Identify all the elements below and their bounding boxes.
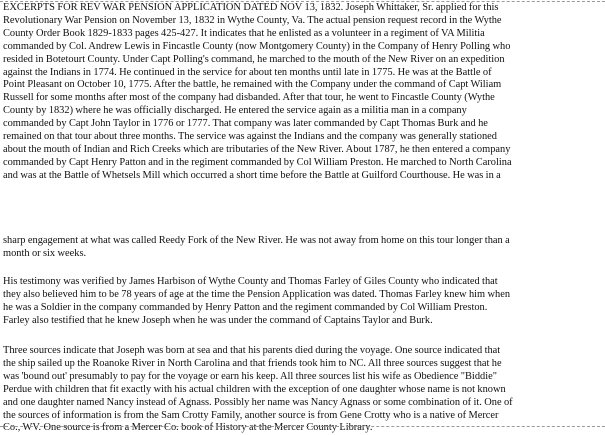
testimony-paragraph <box>3 276 601 328</box>
text-line: commanded by Capt John Taylor in 1776 or 1777. That company was later commanded by Capt Thomas Burk and he <box>3 118 488 130</box>
text-line: they also believed him to be 78 years of age at the time the Pension Application was dated. Thomas Farley knew him when <box>3 288 511 300</box>
text-line: the ship sailed up the Roanoke River in North Carolina and that friends took him to NC. All three sources suggest that he <box>3 357 502 369</box>
text-line: Perdue with children that fit exactly with his actual children with the exception of one daughter whose name is not known <box>3 383 506 395</box>
pension-excerpt-paragraph <box>3 2 601 183</box>
text-line: and one daughter named Nancy instead of Agnass. Possibly her name was Nancy Agnass or some combination of it. One of <box>3 396 513 408</box>
text-line: resided in Botetourt County. Under Capt Polling's command, he marched to the mouth of the New River on an expedition <box>3 53 505 65</box>
text-line: Farley also testified that he knew Joseph when he was under the command of Captains Taylor and Burk. <box>3 314 433 326</box>
text-line: was 'bound out' presumably to pay for the voyage or earn his keep. All three sources list his wife as Obedience "Biddie" <box>3 370 497 382</box>
text-line: the sources of information is from the Sam Crotty Family, another source is from Gene Crotty who is a native of Mercer <box>3 409 499 421</box>
text-line: and was at the Battle of Whetsels Mill which occurred a short time before the Battle at Guilford Courthouse. He was in a <box>3 169 501 181</box>
text-line: month or six weeks. <box>3 247 87 259</box>
text-line: sharp engagement at what was called Reedy Fork of the New River. He was not away from home on this tour longer than a <box>3 235 510 246</box>
text-line: about the mouth of Indian and Rich Creeks which are tributaries of the New River. About 1787, he then entered a company <box>3 143 511 155</box>
sources-paragraph <box>3 345 601 435</box>
text-line: Point Pleasant on October 10, 1775. After the battle, he remained with the Company under the command of Capt Wiliam <box>3 79 502 91</box>
text-line: Russell for some months after most of the company had disbanded. After that tour, he went to Fincastle County (Wythe <box>3 92 495 104</box>
text-line: commanded by Col. Andrew Lewis in Fincastle County (now Montgomery County) in the Company of Henry Polling who <box>3 40 511 52</box>
text-line: against the Indians in 1774. He continued in the service for about ten months until late in 1775. He was at the Battle of <box>3 66 492 78</box>
reedy-fork-paragraph <box>3 235 601 261</box>
text-line: Three sources indicate that Joseph was born at sea and that his parents died during the voyage. One source indicated that <box>3 345 501 356</box>
text-line: EXCERPTS FOR REV WAR PENSION APPLICATION DATED NOV 13, 1832. Joseph Whittaker, Sr. applied for this <box>3 2 499 13</box>
text-line: remained on that tour about three months. The service was against the Indians and the company was generally stationed <box>3 131 497 143</box>
text-line: Co., WV. One source is from a Mercer Co. book of History at the Mercer County Library. <box>3 422 373 434</box>
text-line: County by 1832) where he was officially discharged. He entered the service again as a militia man in a company <box>3 105 467 117</box>
text-line: Revolutionary War Pension on November 13, 1832 in Wythe County, Va. The actual pension request record in the Wythe <box>3 14 502 26</box>
text-line: His testimony was verified by James Harbison of Wythe County and Thomas Farley of Giles County who indicated that <box>3 276 498 287</box>
text-line: he was a Soldier in the company commanded by Henry Patton and the regiment commanded by Col William Preston. <box>3 301 488 313</box>
text-line: County Order Book 1829-1833 pages 425-427. It indicates that he enlisted as a volunteer in a regiment of VA Militia <box>3 27 485 39</box>
bottom-dashed-rule <box>0 426 605 427</box>
text-line: commanded by Capt Henry Patton and in the regiment commanded by Col William Preston. He marched to North Carolina <box>3 156 512 168</box>
